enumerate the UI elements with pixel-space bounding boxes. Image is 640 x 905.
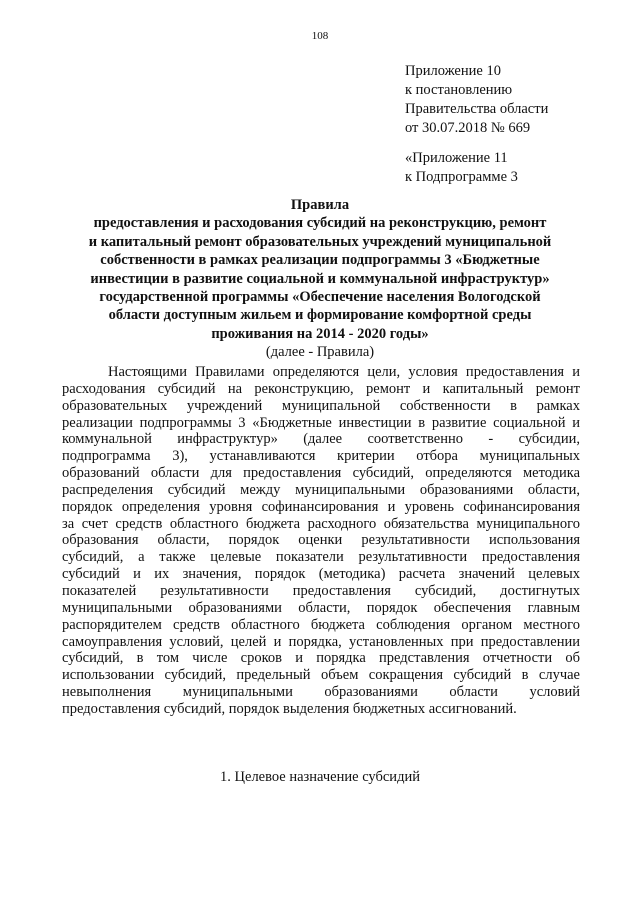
body-line: реализации подпрограммы 3 «Бюджетные инвестиции в развитие социальной и — [62, 414, 580, 431]
page-number: 108 — [311, 30, 329, 42]
title-line: проживания на 2014 - 2020 годы» — [211, 325, 429, 342]
appendix-header-line: к постановлению — [405, 82, 513, 98]
body-line: использовании субсидий, предельный объем сокращения субсидий в случае — [62, 667, 580, 684]
appendix-header-line: от 30.07.2018 № 669 — [405, 120, 531, 136]
title-line: области доступным жильем и формирование комфортной среды — [108, 307, 532, 324]
appendix-sub-line: «Приложение 11 — [405, 150, 508, 166]
title-line: государственной программы «Обеспечение населения Вологодской — [99, 289, 541, 306]
appendix-header-line: Приложение 10 — [405, 63, 501, 79]
body-line: субсидий, в том числе сроков и порядка представления отчетности об — [62, 650, 580, 667]
body-line: распорядителем средств областного бюджета соблюдения органом местного — [62, 616, 580, 633]
document-title — [60, 196, 580, 362]
title-note: (далее - Правила) — [265, 344, 375, 361]
body-line: самоуправления условий, целей и порядка, установленных при предоставлении — [62, 633, 580, 650]
body-line: Настоящими Правилами определяются цели, условия предоставления и — [108, 364, 580, 380]
body-line: образований области для предоставления субсидий, определяются методика — [62, 465, 580, 482]
body-line: субсидий и их значения, порядок (методика) расчета значений целевых — [62, 566, 580, 583]
title-line: предоставления и расходования субсидий на реконструкцию, ремонт — [93, 215, 547, 232]
appendix-header — [405, 62, 548, 138]
body-line: расходования субсидий на реконструкцию, ремонт и капитальный ремонт — [62, 380, 580, 397]
body-line: за счет средств областного бюджета расходного обязательства муниципального — [62, 515, 580, 532]
appendix-header-line: Правительства области — [405, 101, 549, 117]
title-heading: Правила — [290, 197, 350, 213]
body-line: порядок определения уровня софинансирования и уровень софинансирования — [62, 498, 580, 515]
body-line: коммунальной инфраструктур» (далее соответственно - субсидии, — [62, 431, 580, 448]
body-line: муниципальными образованиями области, порядок обеспечения главным — [62, 599, 580, 616]
section-heading: 1. Целевое назначение субсидий — [220, 769, 420, 785]
body-line: показателей результативности предоставления субсидий, достигнутых — [62, 582, 580, 599]
title-line: инвестиции в развитие социальной и коммунальной инфраструктур» — [90, 270, 550, 287]
appendix-sub — [405, 149, 518, 187]
body-paragraph — [62, 364, 580, 718]
body-line: распределения субсидий между муниципальными образованиями области, — [62, 481, 580, 498]
body-line: подпрограмма 3), устанавливаются критерии отбора муниципальных — [62, 448, 580, 465]
body-line: субсидий, а также целевые показатели результативности предоставления — [62, 549, 580, 566]
appendix-sub-line: к Подпрограмме 3 — [405, 169, 518, 185]
body-line: предоставления субсидий, порядок выделения бюджетных ассигнований. — [62, 700, 517, 717]
body-line: невыполнения муниципальными образованиями области условий — [62, 684, 580, 701]
body-line: образования области, порядок оценки результативности использования — [62, 532, 580, 549]
title-line: собственности в рамках реализации подпрограммы 3 «Бюджетные — [100, 252, 540, 269]
body-line: образовательных учреждений муниципальной собственности в рамках — [62, 397, 580, 414]
title-line: и капитальный ремонт образовательных учреждений муниципальной — [88, 233, 552, 250]
